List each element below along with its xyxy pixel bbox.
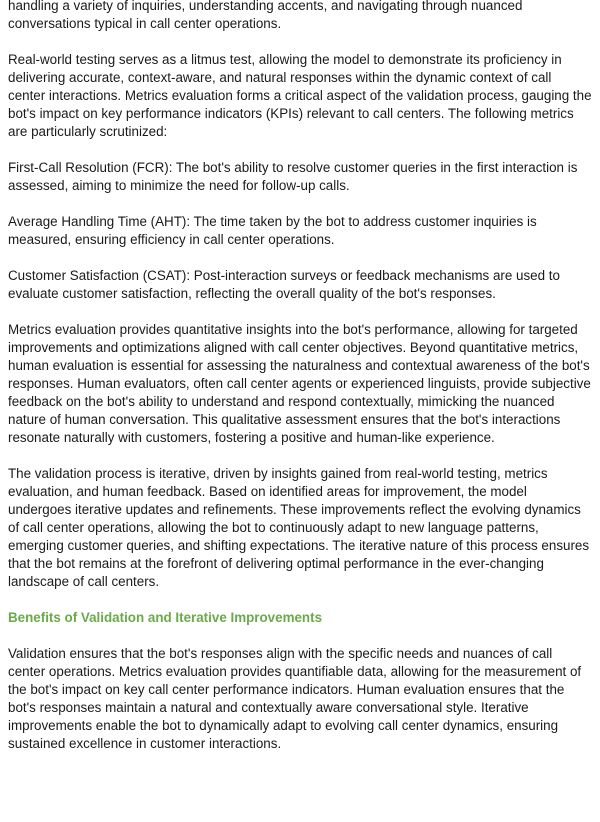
paragraph-metric-aht: Average Handling Time (AHT): The time taken by the bot to address customer inquiries is measured, ensuring efficiency in call center operations.	[8, 214, 537, 247]
section-heading-benefits: Benefits of Validation and Iterative Improvements	[8, 610, 323, 625]
paragraph-metric-csat: Customer Satisfaction (CSAT): Post-interaction surveys or feedback mechanisms are used to evaluate customer satisfaction, reflecting the overall quality of the bot's responses.	[8, 268, 560, 301]
document-body	[8, 0, 592, 771]
paragraph-intro-continuation: handling a variety of inquiries, understanding accents, and navigating through nuanced conversations typical in call center operations.	[8, 0, 523, 31]
paragraph-real-world-testing: Real-world testing serves as a litmus test, allowing the model to demonstrate its proficiency in delivering accurate, context-aware, and natural responses within the dynamic context of call center interactions. Metrics evaluation forms a critical aspect of the validation process, gauging the bot's impact on key performance indicators (KPIs) relevant to call centers. The following metrics are particularly scrutinized:	[8, 52, 592, 139]
paragraph-benefits: Validation ensures that the bot's responses align with the specific needs and nuances of call center operations. Metrics evaluation provides quantifiable data, allowing for the measurement of the bot's impact on key call center performance indicators. Human evaluation ensures that the bot's responses maintain a natural and contextually aware conversational style. Iterative improvements enable the bot to dynamically adapt to evolving call center dynamics, ensuring sustained excellence in customer interactions.	[8, 646, 582, 751]
paragraph-iterative-process: The validation process is iterative, driven by insights gained from real-world testing, metrics evaluation, and human feedback. Based on identified areas for improvement, the model undergoes iterative updates and refinements. These improvements reflect the evolving dynamics of call center operations, allowing the bot to continuously adapt to new language patterns, emerging customer queries, and shifting expectations. The iterative nature of this process ensures that the bot remains at the forefront of delivering optimal performance in the ever-changing landscape of call centers.	[8, 466, 590, 589]
paragraph-metric-fcr: First-Call Resolution (FCR): The bot's ability to resolve customer queries in the first interaction is assessed, aiming to minimize the need for follow-up calls.	[8, 160, 578, 193]
paragraph-human-evaluation: Metrics evaluation provides quantitative insights into the bot's performance, allowing for targeted improvements and optimizations aligned with call center objectives. Beyond quantitative metrics, human evaluation is essential for assessing the naturalness and contextual awareness of the bot's responses. Human evaluators, often call center agents or experienced linguists, provide subjective feedback on the bot's ability to understand and respond contextually, mimicking the nuanced nature of human conversation. This qualitative assessment ensures that the bot's interactions resonate naturally with customers, fostering a positive and human-like experience.	[8, 322, 591, 445]
